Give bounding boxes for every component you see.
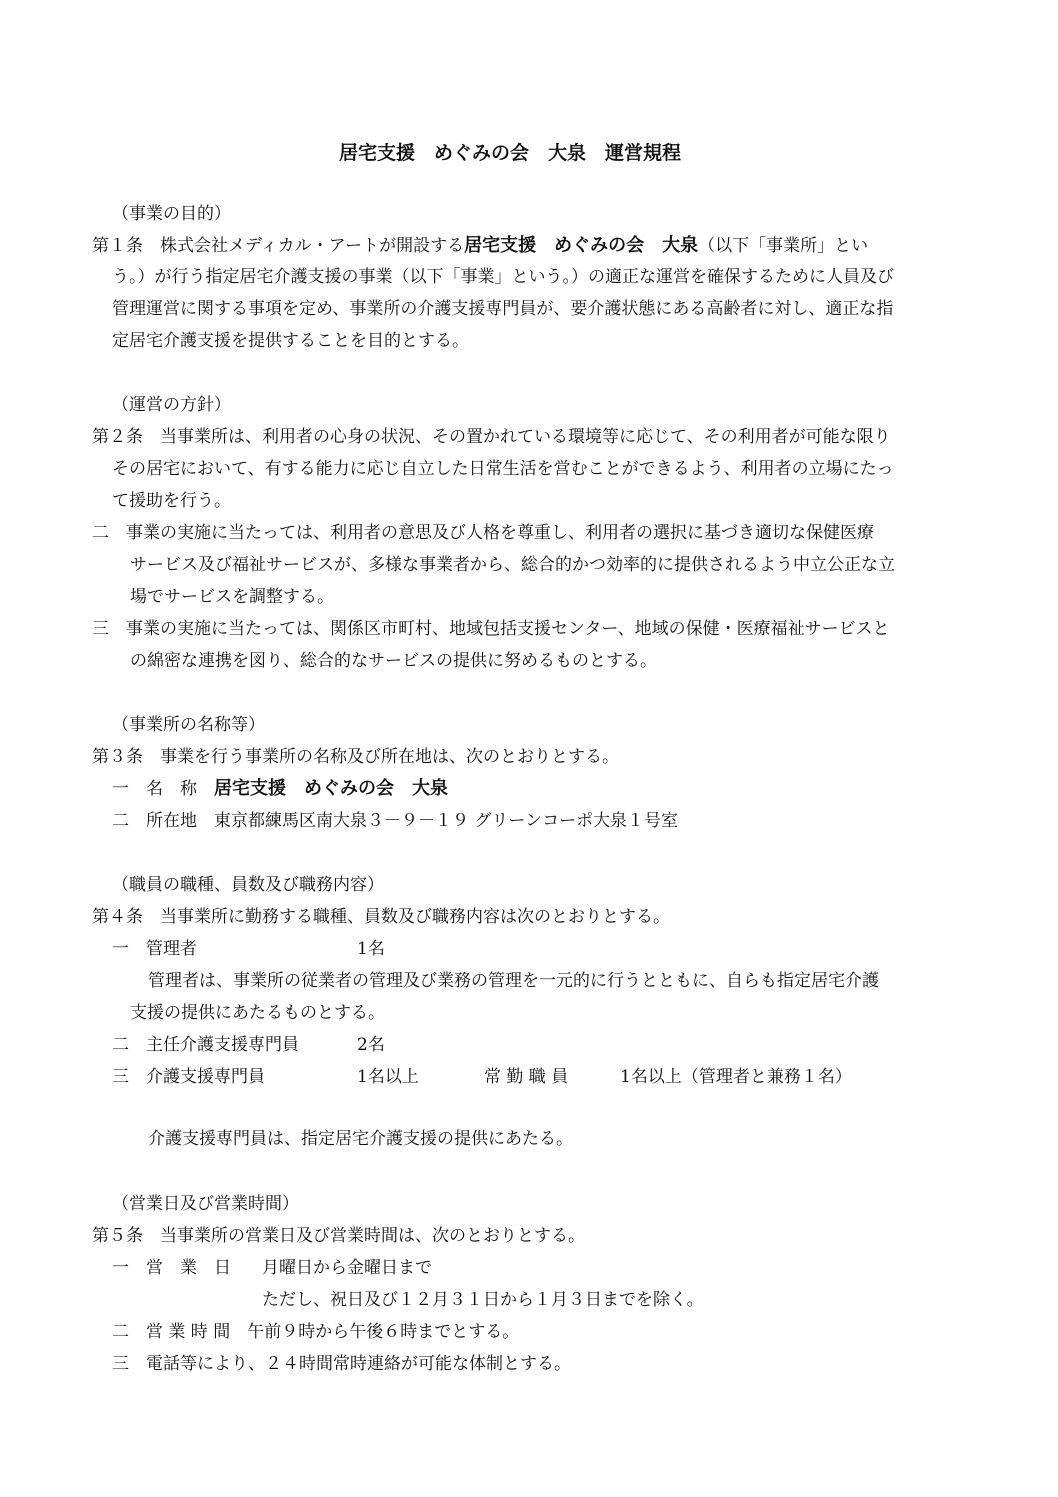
chief-cm-count: 2名 [357, 1035, 385, 1055]
article-4-heading: （職員の職種、員数及び職務内容） [112, 875, 384, 895]
document-title: 居宅支援 めぐみの会 大泉 運営規程 [339, 142, 682, 164]
manager-desc-line-2: 支援の提供にあたるものとする。 [130, 1003, 385, 1023]
cm-note: 介護支援専門員は、指定居宅介護支援の提供にあたる。 [148, 1129, 573, 1149]
cm-label: 三 介護支援専門員 [112, 1067, 265, 1087]
business-hours: 二 営 業 時 間 午前９時から午後６時までとする。 [112, 1322, 520, 1342]
cm-count: 1名以上 [357, 1067, 419, 1087]
article-2-item-3-line-1: 三 事業の実施に当たっては、関係区市町村、地域包括支援センター、地域の保健・医療福祉サービスと [92, 619, 890, 639]
chief-cm-label: 二 主任介護支援専門員 [112, 1035, 299, 1055]
article-4-line-1: 第４条 当事業所に勤務する職種、員数及び職務内容は次のとおりとする。 [92, 907, 670, 927]
manager-desc-line-1: 管理者は、事業所の従業者の管理及び業務の管理を一元的に行うとともに、自らも指定居宅介護 [148, 971, 879, 991]
business-days-label: 一 営 業 日 [112, 1258, 231, 1278]
article-2-line-1: 第２条 当事業所は、利用者の心身の状況、その置かれている環境等に応じて、その利用者が可能な限り [92, 427, 891, 447]
manager-label: 一 管理者 [112, 939, 197, 959]
manager-count: 1名 [357, 939, 385, 959]
article-1-line-2: う。）が行う指定居宅介護支援の事業（以下「事業」という。）の適正な運営を確保するために人員及び [112, 267, 894, 287]
article-2-item-2-line-2: サービス及び福祉サービスが、多様な事業者から、総合的かつ効率的に提供されるよう中立公正な立 [130, 555, 895, 575]
article-1-prefix: 第１条 株式会社メディカル・アートが開設する [92, 236, 465, 256]
business-days-note: ただし、祝日及び１２月３１日から１月３日までを除く。 [262, 1290, 704, 1310]
article-1-line-4: 定居宅介護支援を提供することを目的とする。 [112, 331, 469, 351]
article-1-line-3: 管理運営に関する事項を定め、事業所の介護支援専門員が、要介護状態にある高齢者に対し、適正な指 [112, 299, 894, 319]
office-name-row [112, 780, 448, 798]
article-2-heading: （運営の方針） [112, 395, 231, 415]
office-address: 二 所在地 東京都練馬区南大泉３－９－１９ グリーンコーポ大泉１号室 [112, 811, 679, 831]
spacer [197, 779, 214, 799]
article-1-line-1 [92, 237, 868, 255]
article-3-heading: （事業所の名称等） [112, 715, 265, 735]
article-3-line-1: 第３条 事業を行う事業所の名称及び所在地は、次のとおりとする。 [92, 747, 619, 767]
article-1-heading: （事業の目的） [112, 204, 231, 224]
article-1-suffix: （以下「事業所」とい [698, 236, 869, 256]
article-2-item-2-line-1: 二 事業の実施に当たっては、利用者の意思及び人格を尊重し、利用者の選択に基づき適切な保健医療 [92, 523, 874, 543]
article-2-line-2: その居宅において、有する能力に応じ自立した日常生活を営むことができるよう、利用者の立場にたっ [112, 459, 894, 479]
article-2-line-3: て援助を行う。 [112, 491, 231, 511]
business-days-value: 月曜日から金曜日まで [262, 1258, 432, 1278]
article-5-heading: （営業日及び営業時間） [112, 1194, 299, 1214]
office-name-inline: 居宅支援 めぐみの会 大泉 [464, 235, 699, 256]
article-5-line-1: 第５条 当事業所の営業日及び営業時間は、次のとおりとする。 [92, 1226, 585, 1246]
article-2-item-2-line-3: 場でサービスを調整する。 [130, 587, 334, 607]
office-name-value: 居宅支援 めぐみの会 大泉 [214, 778, 448, 799]
office-name-label: 一 名 称 [112, 779, 197, 799]
cm-extra: 1名以上（管理者と兼務１名） [620, 1067, 852, 1087]
article-2-item-3-line-2: の綿密な連携を図り、総合的なサービスの提供に努めるものとする。 [130, 651, 657, 671]
cm-employment-type: 常 勤 職 員 [484, 1067, 569, 1087]
contact-system: 三 電話等により、２４時間常時連絡が可能な体制とする。 [112, 1354, 571, 1374]
